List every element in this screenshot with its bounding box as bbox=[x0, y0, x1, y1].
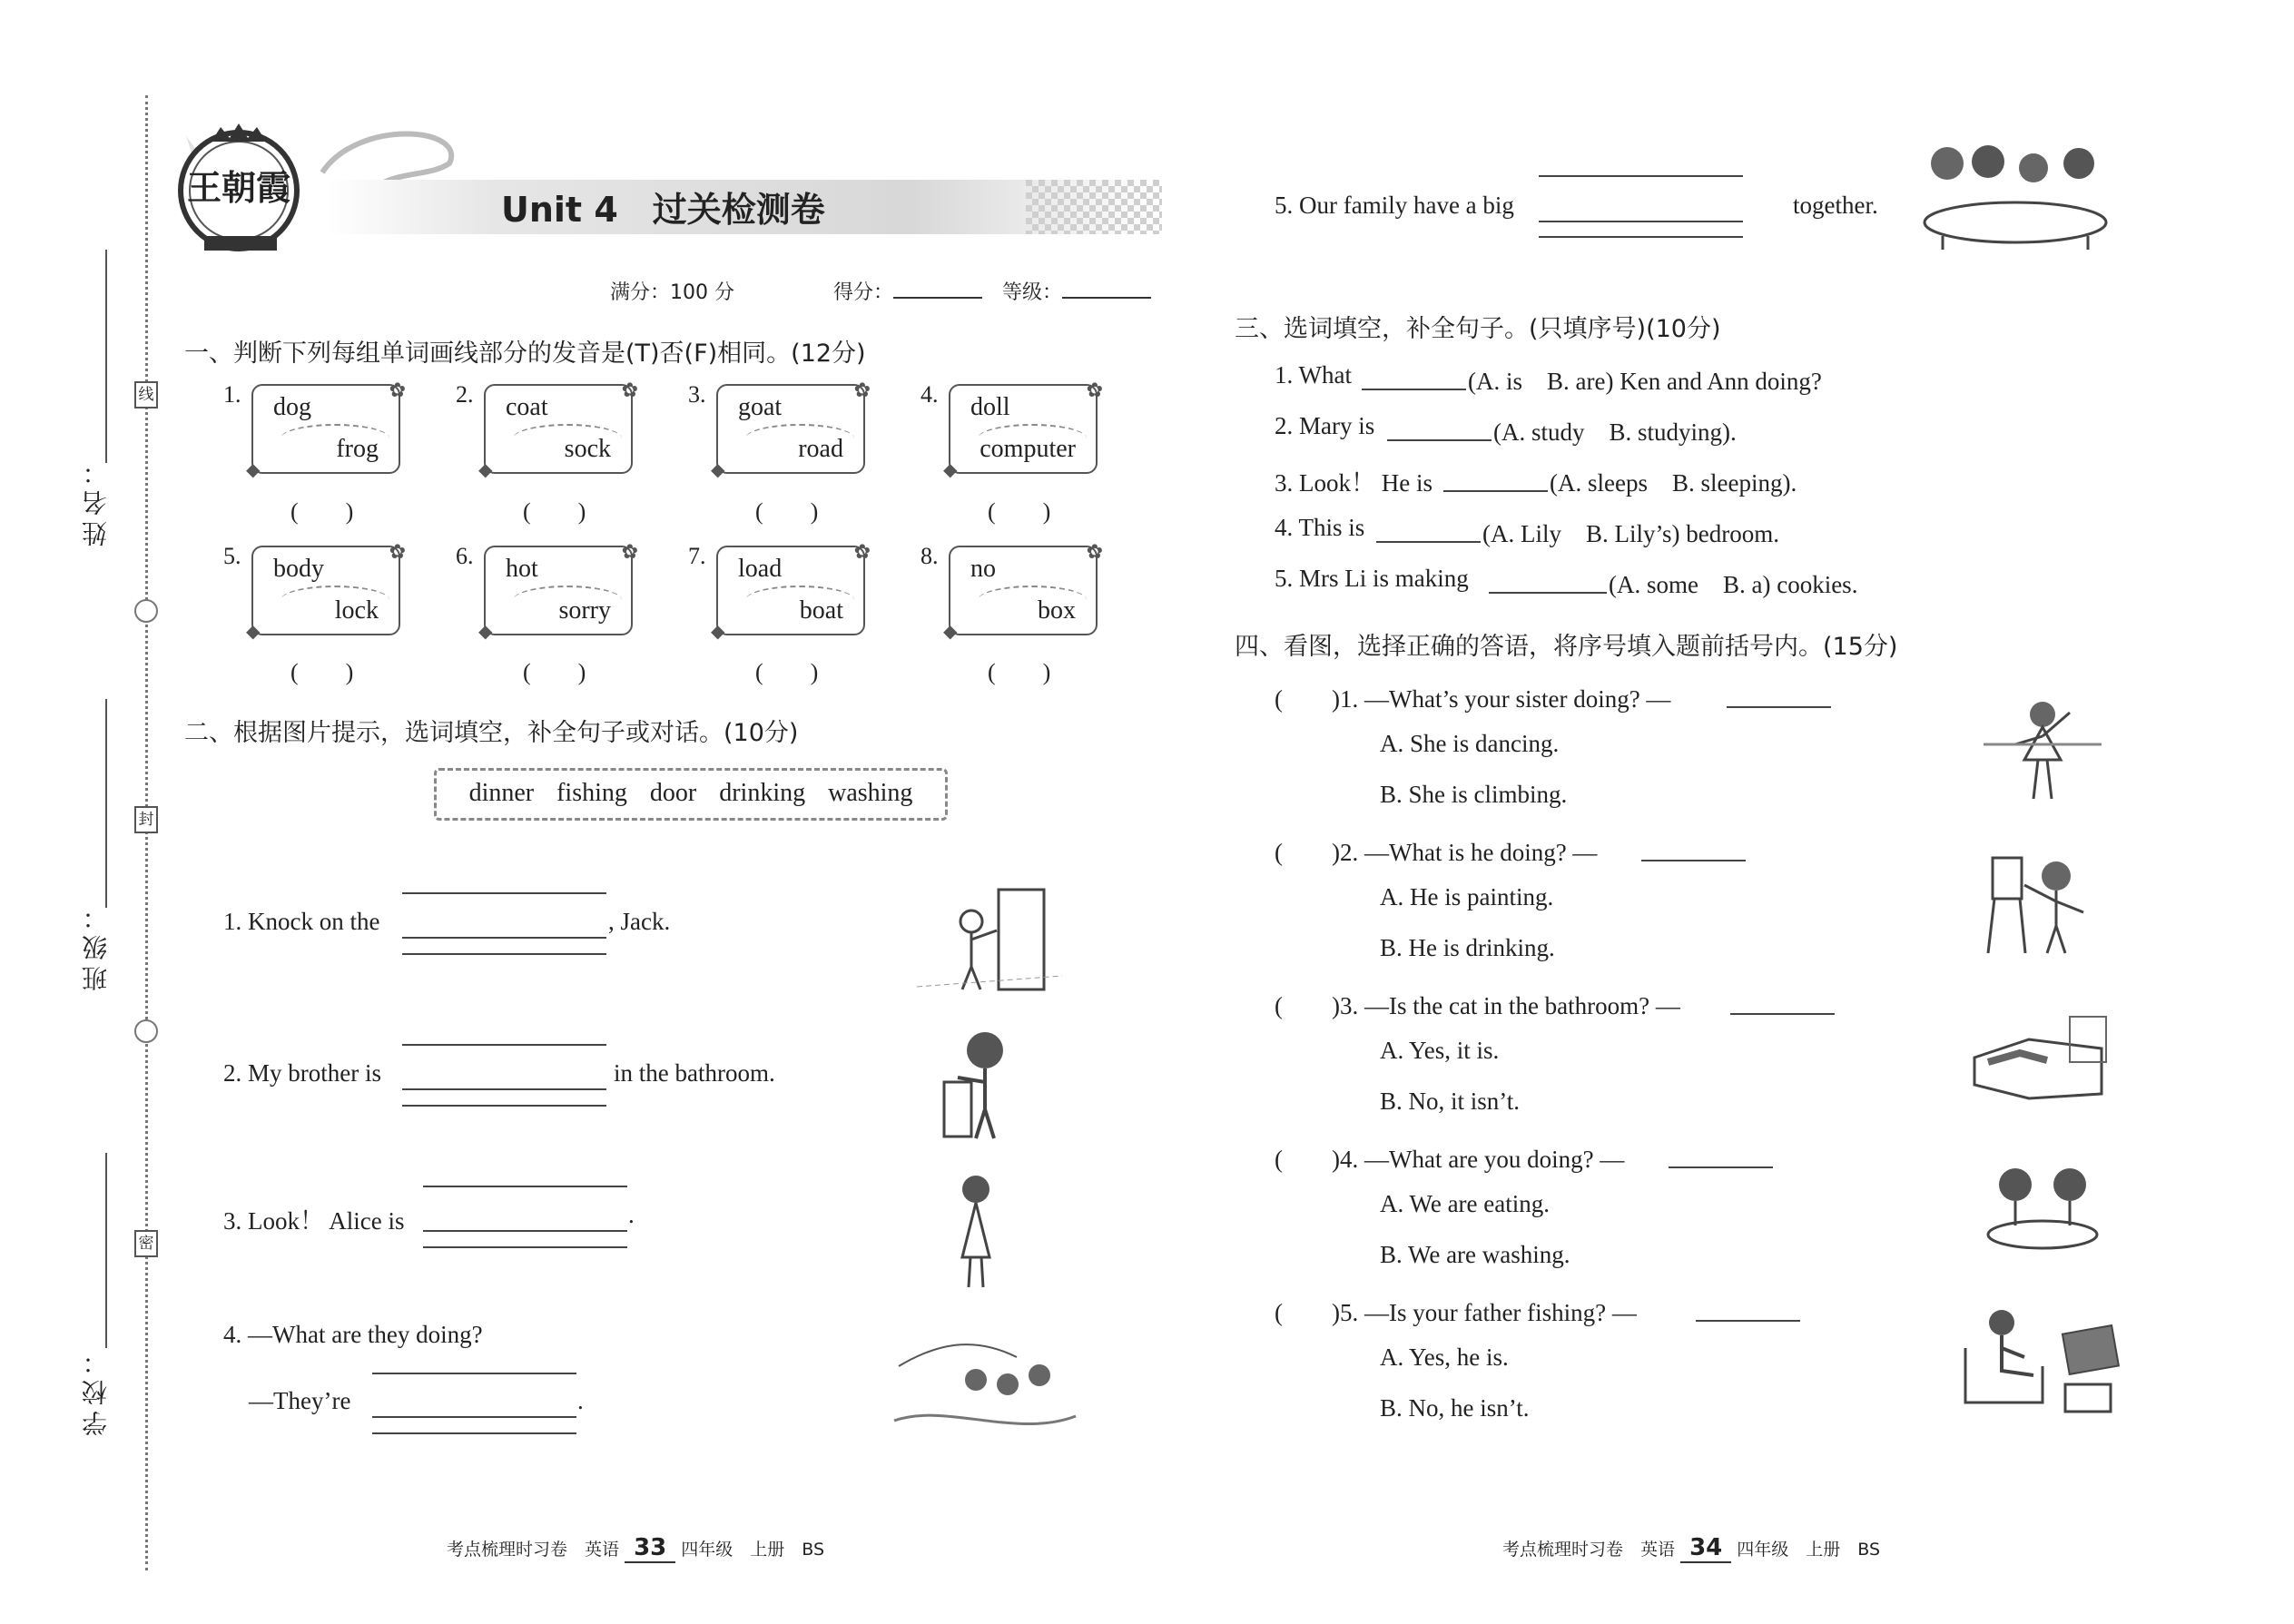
knock-door-picture bbox=[917, 885, 1062, 999]
s3-q3-post: (A. sleeps B. sleeping). bbox=[1550, 469, 1797, 497]
footer-left bbox=[447, 1534, 824, 1561]
answer-guide-line bbox=[423, 1186, 627, 1187]
q4-question: 4. —What are they doing? bbox=[223, 1321, 483, 1348]
full-marks: 满分：100 分 bbox=[610, 281, 734, 304]
answer-guide-line bbox=[1539, 236, 1743, 238]
item-number: 4. bbox=[921, 381, 939, 408]
s4-q3: ( )3. —Is the cat in the bathroom? — bbox=[1275, 992, 1680, 1019]
pin-icon: ◆ bbox=[478, 460, 493, 480]
class-label: 班级： bbox=[81, 899, 111, 991]
item-number: 5. bbox=[223, 543, 241, 569]
s4-q3-option-b: B. No, it isn’t. bbox=[1380, 1088, 1521, 1115]
s4-q4-blank[interactable] bbox=[1669, 1166, 1773, 1168]
answer-guide-line bbox=[402, 1105, 606, 1107]
margin-mark-secret: 密 bbox=[134, 1230, 158, 1257]
s3-q3-pre: 3. Look！ He is bbox=[1275, 469, 1433, 497]
word-2: boat bbox=[799, 596, 843, 625]
word-1: coat bbox=[506, 393, 548, 421]
margin-hole bbox=[134, 1019, 158, 1043]
bow-icon: ✿ bbox=[853, 540, 871, 563]
girl-dancing-picture bbox=[1979, 694, 2106, 803]
school-blank-line bbox=[105, 1153, 107, 1348]
children-fishing-picture bbox=[890, 1330, 1080, 1439]
word-2: computer bbox=[980, 435, 1076, 463]
answer-paren[interactable]: ( ) bbox=[988, 498, 1051, 525]
word-card bbox=[246, 379, 406, 480]
page-number-right: 34 bbox=[1680, 1534, 1731, 1563]
answer-paren[interactable]: ( ) bbox=[523, 659, 586, 685]
pin-icon: ◆ bbox=[711, 622, 725, 642]
checker-decoration bbox=[1026, 180, 1162, 234]
answer-paren[interactable]: ( ) bbox=[755, 498, 819, 525]
pin-icon: ◆ bbox=[943, 460, 958, 480]
family-dinner-picture bbox=[1915, 136, 2115, 250]
footer-left-text: 考点梳理时习卷 英语 bbox=[447, 1540, 620, 1560]
children-eating-picture bbox=[1979, 1162, 2106, 1257]
grade-field[interactable] bbox=[1002, 277, 1151, 305]
s3-q2-pre: 2. Mary is bbox=[1275, 412, 1375, 439]
s3-q5-pre: 5. Mrs Li is making bbox=[1275, 565, 1469, 592]
word-2: lock bbox=[334, 596, 379, 625]
word-card bbox=[711, 379, 871, 480]
q5-text: 5. Our family have a big bbox=[1275, 192, 1514, 219]
q5-answer-blank[interactable] bbox=[1539, 221, 1743, 222]
boy-painting-picture bbox=[1984, 849, 2092, 958]
q4-answer-start: —They’re bbox=[249, 1387, 351, 1414]
footer-right-grade: 四年级 上册 BS bbox=[1737, 1540, 1881, 1560]
name-label: 姓名： bbox=[81, 454, 111, 546]
s4-q2-option-a: A. He is painting. bbox=[1380, 883, 1554, 910]
answer-guide-line bbox=[372, 1373, 576, 1374]
s4-q5-blank[interactable] bbox=[1696, 1320, 1800, 1322]
q3-text-end: . bbox=[628, 1201, 635, 1228]
word-1: hot bbox=[506, 555, 538, 583]
s3-q4-pre: 4. This is bbox=[1275, 514, 1365, 541]
s4-q2: ( )2. —What is he doing? — bbox=[1275, 839, 1598, 866]
section1-heading: 一、判断下列每组单词画线部分的发音是(T)否(F)相同。(12分) bbox=[184, 340, 866, 368]
section4-heading: 四、看图，选择正确的答语，将序号填入题前括号内。(15分) bbox=[1235, 633, 1898, 661]
word-2: box bbox=[1038, 596, 1076, 625]
word-bank: dinner fishing door drinking washing bbox=[434, 768, 948, 821]
logo-text: 王朝霞 bbox=[186, 167, 291, 208]
answer-paren[interactable]: ( ) bbox=[988, 659, 1051, 685]
q3-answer-blank[interactable] bbox=[423, 1230, 627, 1232]
answer-guide-line bbox=[402, 1044, 606, 1046]
item-number: 3. bbox=[688, 381, 706, 408]
pin-icon: ◆ bbox=[711, 460, 725, 480]
word-1: body bbox=[273, 555, 324, 583]
s4-q1: ( )1. —What’s your sister doing? — bbox=[1275, 685, 1671, 713]
pin-icon: ◆ bbox=[943, 622, 958, 642]
s4-q1-option-a: A. She is dancing. bbox=[1380, 730, 1560, 757]
s4-q4-option-b: B. We are washing. bbox=[1380, 1241, 1570, 1268]
answer-paren[interactable]: ( ) bbox=[290, 498, 354, 525]
boy-washing-picture bbox=[935, 1028, 1026, 1141]
item-number: 1. bbox=[223, 381, 241, 408]
s4-q3-blank[interactable] bbox=[1730, 1013, 1835, 1015]
word-card bbox=[711, 540, 871, 642]
section2-heading: 二、根据图片提示，选词填空，补全句子或对话。(10分) bbox=[184, 719, 799, 747]
answer-guide-line bbox=[372, 1432, 576, 1434]
section3-heading: 三、选词填空，补全句子。(只填序号)(10分) bbox=[1235, 315, 1721, 343]
word-card bbox=[478, 379, 638, 480]
word-1: dog bbox=[273, 393, 311, 421]
word-1: no bbox=[970, 555, 996, 583]
word-2: sock bbox=[564, 435, 611, 463]
word-card bbox=[943, 540, 1103, 642]
s4-q2-option-b: B. He is drinking. bbox=[1380, 934, 1555, 961]
item-number: 8. bbox=[921, 543, 939, 569]
s3-q2-post: (A. study B. studying). bbox=[1493, 418, 1737, 446]
q1-text: 1. Knock on the bbox=[223, 908, 380, 935]
pin-icon: ◆ bbox=[246, 622, 261, 642]
margin-hole bbox=[134, 599, 158, 623]
q2-text-end: in the bathroom. bbox=[614, 1059, 775, 1087]
bow-icon: ✿ bbox=[853, 379, 871, 401]
q4-text-end: . bbox=[577, 1387, 584, 1414]
s3-q1-post: (A. is B. are) Ken and Ann doing? bbox=[1468, 368, 1822, 395]
s3-q5-post: (A. some B. a) cookies. bbox=[1609, 571, 1858, 598]
word-card bbox=[478, 540, 638, 642]
q2-answer-blank[interactable] bbox=[402, 1088, 606, 1090]
q3-text: 3. Look！ Alice is bbox=[223, 1207, 405, 1235]
item-number: 6. bbox=[456, 543, 474, 569]
pin-icon: ◆ bbox=[478, 622, 493, 642]
footer-left-grade: 四年级 上册 BS bbox=[681, 1540, 825, 1560]
q1-answer-blank[interactable] bbox=[402, 937, 606, 939]
grade-blank[interactable] bbox=[1062, 297, 1151, 299]
margin-mark-seal: 封 bbox=[134, 806, 158, 833]
word-card bbox=[943, 379, 1103, 480]
answer-paren[interactable]: ( ) bbox=[523, 498, 586, 525]
s3-q1-blank[interactable] bbox=[1362, 389, 1466, 390]
q5-text-end: together. bbox=[1793, 192, 1878, 219]
item-number: 7. bbox=[688, 543, 706, 569]
word-card bbox=[246, 540, 406, 642]
score-blank[interactable] bbox=[893, 297, 982, 299]
bow-icon: ✿ bbox=[1086, 540, 1103, 563]
s4-q5: ( )5. —Is your father fishing? — bbox=[1275, 1299, 1637, 1326]
q2-text: 2. My brother is bbox=[223, 1059, 381, 1087]
answer-guide-line bbox=[402, 953, 606, 955]
q4-answer-blank[interactable] bbox=[372, 1416, 576, 1418]
s4-q1-option-b: B. She is climbing. bbox=[1380, 781, 1568, 808]
s4-q5-option-b: B. No, he isn’t. bbox=[1380, 1394, 1530, 1422]
bow-icon: ✿ bbox=[389, 379, 406, 401]
s4-q4-option-a: A. We are eating. bbox=[1380, 1190, 1550, 1217]
bow-icon: ✿ bbox=[1086, 379, 1103, 401]
score-field[interactable] bbox=[833, 277, 982, 305]
school-label: 学校： bbox=[81, 1343, 111, 1436]
footer-right-text: 考点梳理时习卷 英语 bbox=[1502, 1540, 1676, 1560]
answer-guide-line bbox=[423, 1246, 627, 1248]
word-1: load bbox=[738, 555, 783, 583]
score-label: 得分： bbox=[833, 281, 894, 304]
word-1: doll bbox=[970, 393, 1010, 421]
girl-drinking-picture bbox=[949, 1171, 1003, 1289]
class-blank-line bbox=[105, 699, 107, 908]
cat-on-bed-picture bbox=[1965, 1008, 2115, 1107]
page-number-left: 33 bbox=[625, 1534, 675, 1563]
answer-guide-line bbox=[1539, 175, 1743, 177]
q1-text-end: , Jack. bbox=[608, 908, 671, 935]
s3-q1-pre: 1. What bbox=[1275, 361, 1352, 389]
margin-mark-line: 线 bbox=[134, 381, 158, 408]
word-2: sorry bbox=[558, 596, 611, 625]
name-blank-line bbox=[105, 250, 107, 463]
answer-guide-line bbox=[402, 892, 606, 894]
pin-icon: ◆ bbox=[246, 460, 261, 480]
footer-right bbox=[1502, 1534, 1880, 1561]
answer-paren[interactable]: ( ) bbox=[290, 659, 354, 685]
word-2: frog bbox=[336, 435, 379, 463]
page-title: Unit 4 过关检测卷 bbox=[501, 190, 825, 230]
s3-q2-blank[interactable] bbox=[1387, 439, 1492, 441]
s3-q5-blank[interactable] bbox=[1489, 592, 1607, 594]
bow-icon: ✿ bbox=[389, 540, 406, 563]
s3-q4-blank[interactable] bbox=[1376, 541, 1481, 543]
word-2: road bbox=[798, 435, 843, 463]
s4-q3-option-a: A. Yes, it is. bbox=[1380, 1037, 1500, 1064]
bow-icon: ✿ bbox=[621, 379, 638, 401]
grade-label: 等级： bbox=[1002, 281, 1063, 304]
answer-paren[interactable]: ( ) bbox=[755, 659, 819, 685]
father-watching-tv-picture bbox=[1952, 1303, 2120, 1416]
bow-icon: ✿ bbox=[621, 540, 638, 563]
word-1: goat bbox=[738, 393, 783, 421]
item-number: 2. bbox=[456, 381, 474, 408]
s3-q4-post: (A. Lily B. Lily’s) bedroom. bbox=[1482, 520, 1779, 547]
s4-q1-blank[interactable] bbox=[1727, 706, 1831, 708]
s4-q2-blank[interactable] bbox=[1641, 860, 1746, 861]
s3-q3-blank[interactable] bbox=[1443, 490, 1548, 492]
s4-q4: ( )4. —What are you doing? — bbox=[1275, 1146, 1625, 1173]
s4-q5-option-a: A. Yes, he is. bbox=[1380, 1343, 1509, 1371]
